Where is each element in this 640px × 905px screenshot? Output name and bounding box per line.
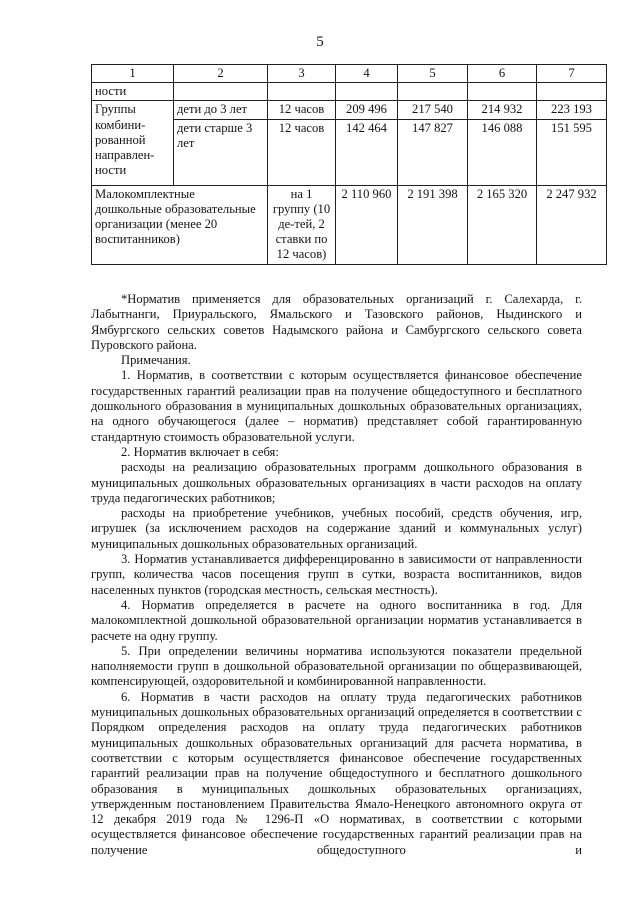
table-row-small-org bbox=[92, 185, 607, 264]
group-label-cell: Группы комбини-рованной направлен-ности bbox=[92, 101, 174, 185]
value-cell: 2 110 960 bbox=[336, 185, 398, 264]
footnote-paragraph: *Норматив применяется для образовательных организаций г. Салехарда, г. Лабытнанги, Приуральского, Ямальского и Тазовского районов, Ныдинского и Ямбургского сельских советов Надымского района и Самбургского сельского совета Пуровского района. bbox=[91, 292, 582, 352]
value-cell: 217 540 bbox=[398, 101, 468, 119]
header-cell: 6 bbox=[468, 65, 537, 83]
note-paragraph: расходы на приобретение учебников, учебных пособий, средств обучения, игр, игрушек (за исключением расходов на содержание зданий и коммунальных услуг) муниципальных дошкольных образовательных организаций. bbox=[91, 506, 582, 551]
note-paragraph: 2. Норматив включает в себя: bbox=[121, 444, 279, 459]
age-cell: дети до 3 лет bbox=[174, 101, 268, 119]
normative-table bbox=[91, 64, 607, 265]
value-cell: 147 827 bbox=[398, 119, 468, 185]
continuation-cell: ности bbox=[92, 83, 174, 101]
hours-cell: 12 часов bbox=[268, 101, 336, 119]
header-cell: 3 bbox=[268, 65, 336, 83]
value-cell: 2 165 320 bbox=[468, 185, 537, 264]
value-cell: 146 088 bbox=[468, 119, 537, 185]
note-paragraph: 1. Норматив, в соответствии с которым осуществляется финансовое обеспечение государственных гарантий реализации прав на получение общедоступного и бесплатного дошкольного образования в муниципальных дошкольных образовательных организациях, на одного обучающегося (далее – норматив) представляет собой гарантированную стандартную стоимость образовательной услуги. bbox=[91, 368, 582, 444]
value-cell: 223 193 bbox=[537, 101, 607, 119]
value-cell: 214 932 bbox=[468, 101, 537, 119]
notes-body bbox=[91, 292, 582, 858]
notes-heading: Примечания. bbox=[121, 353, 191, 368]
note-paragraph: 6. Норматив в части расходов на оплату труда педагогических работников муниципальных дошкольных образовательных организаций определяется в соответствии с Порядком определения расходов на оплату труда педагогических работников муниципальных дошкольных образовательных организаций для расчета норматива, в соответствии с которым осуществляется финансовое обеспечение государственных гарантий реализации прав на получение общедоступного и бесплатного дошкольного образования в муниципальных дошкольных образовательных организациях, утвержденным постановлением Правительства Ямало-Ненецкого автономного округа от 12 декабря 2019 года № 1296-П «О нормативах, в соответствии с которыми осуществляется финансовое обеспечение государственных гарантий реализации прав на получение общедоступного и bbox=[91, 689, 582, 857]
hours-cell: на 1 группу (10 де-тей, 2 ставки по 12 часов) bbox=[268, 185, 336, 264]
header-cell: 2 bbox=[174, 65, 268, 83]
note-paragraph: 3. Норматив устанавливается дифференцированно в зависимости от направленности групп, количества часов посещения групп в сутки, возраста воспитанников, видов населенных пунктов (городская местность, сельская местность). bbox=[91, 552, 582, 597]
table-header-row bbox=[92, 65, 607, 83]
note-paragraph: 4. Норматив определяется в расчете на одного воспитанника в год. Для малокомплектной дошкольной образовательной организации норматив устанавливается в расчете на одну группу. bbox=[91, 597, 582, 643]
value-cell: 142 464 bbox=[336, 119, 398, 185]
small-org-label-cell: Малокомплектные дошкольные образовательные организации (менее 20 воспитанников) bbox=[92, 185, 268, 264]
hours-cell: 12 часов bbox=[268, 119, 336, 185]
header-cell: 4 bbox=[336, 65, 398, 83]
value-cell: 2 191 398 bbox=[398, 185, 468, 264]
note-paragraph: 5. При определении величины норматива используются показатели предельной наполняемости групп в дошкольной образовательной организации по общеразвивающей, компенсирующей, оздоровительной и комбинированной направленности. bbox=[91, 643, 582, 689]
table-row-continuation bbox=[92, 83, 607, 101]
header-cell: 5 bbox=[398, 65, 468, 83]
value-cell: 2 247 932 bbox=[537, 185, 607, 264]
note-paragraph: расходы на реализацию образовательных программ дошкольного образования в муниципальных дошкольных образовательных организациях в части расходов на оплату труда педагогических работников; bbox=[91, 460, 582, 505]
value-cell: 209 496 bbox=[336, 101, 398, 119]
header-cell: 1 bbox=[92, 65, 174, 83]
table-row bbox=[92, 101, 607, 119]
header-cell: 7 bbox=[537, 65, 607, 83]
page-number: 5 bbox=[316, 34, 324, 50]
value-cell: 151 595 bbox=[537, 119, 607, 185]
age-cell: дети старше 3 лет bbox=[174, 119, 268, 185]
